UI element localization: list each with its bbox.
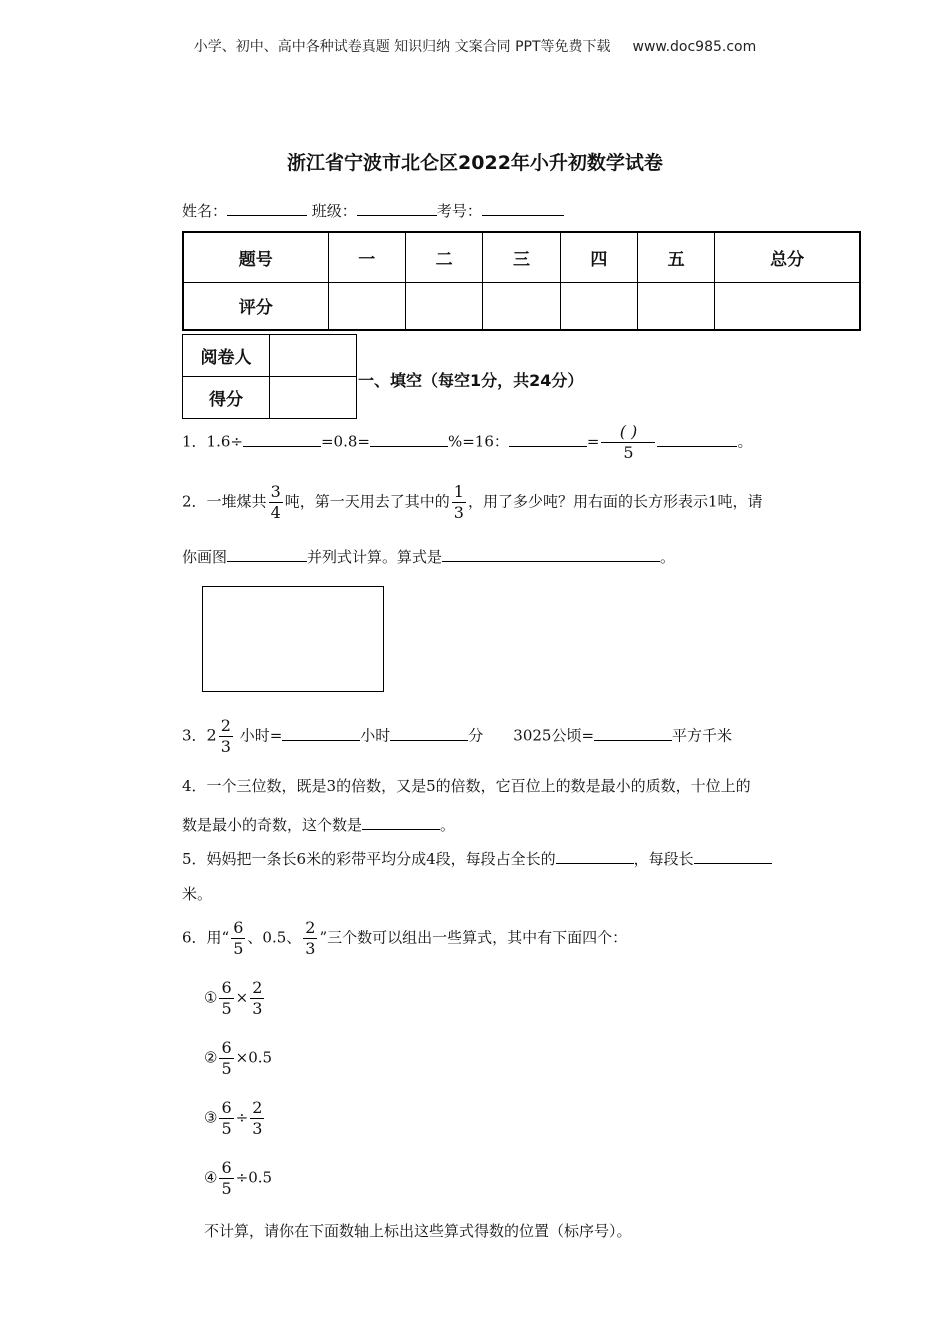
q3-text: 分 (468, 726, 484, 745)
operator: × (235, 988, 249, 1007)
score-table-cell: 四 (560, 232, 637, 282)
expr-fraction (219, 980, 233, 1017)
q3-text: 小时= (234, 726, 283, 745)
student-info-line (182, 200, 564, 221)
q1-text: 1.6÷ (206, 432, 243, 451)
expression-item-4 (204, 1160, 272, 1197)
fraction-numerator: 6 (233, 918, 244, 937)
q3-blank[interactable] (594, 725, 672, 741)
q1-number: 1． (182, 432, 207, 451)
name-label: 姓名： (182, 202, 228, 220)
fraction-numerator: 6 (221, 1158, 232, 1177)
expr-fraction (219, 1040, 233, 1077)
fraction-denominator: 5 (623, 443, 634, 462)
score-table-cell: 二 (405, 232, 482, 282)
q1-blank[interactable] (657, 431, 737, 447)
q2-text: 并列式计算。算式是 (307, 548, 443, 566)
fraction-numerator: 1 (453, 482, 464, 501)
fraction-denominator: 3 (252, 999, 263, 1018)
question-3 (182, 718, 732, 755)
q1-blank[interactable] (243, 431, 321, 447)
name-field[interactable] (227, 200, 307, 216)
q6-number: 6． (182, 928, 207, 947)
expr-fraction (219, 1100, 233, 1137)
q5-blank[interactable] (694, 848, 772, 864)
question-5 (182, 848, 772, 870)
operator: ÷ (235, 1108, 249, 1127)
q1-blank[interactable] (509, 431, 587, 447)
drawing-rectangle[interactable] (202, 586, 384, 692)
score-entry-cell[interactable] (405, 282, 482, 330)
score-table-cell: 总分 (715, 232, 860, 282)
q1-text: = (586, 432, 600, 451)
q3-text: 3025公顷= (513, 726, 595, 745)
page-title: 浙江省宁波市北仑区2022年小升初数学试卷 (287, 152, 663, 174)
q1-text: 。 (737, 432, 753, 451)
q6-footer: 不计算，请你在下面数轴上标出这些算式得数的位置（标序号）。 (204, 1222, 632, 1240)
q6-text: ”三个数可以组出一些算式，其中有下面四个： (319, 928, 628, 947)
item-marker: ① (204, 988, 218, 1007)
header-text: 小学、初中、高中各种试卷真题 知识归纳 文案合同 PPT等免费下载 (193, 39, 611, 55)
score-entry-cell[interactable] (483, 282, 560, 330)
q2-text: ，用了多少吨？用右面的长方形表示1吨，请 (467, 492, 763, 511)
q5-text: ，每段长 (633, 850, 694, 868)
fraction-numerator: 6 (221, 1098, 232, 1117)
page-header (0, 36, 950, 56)
question-2-line2 (182, 546, 675, 568)
score-entry[interactable] (270, 377, 357, 419)
fraction-denominator: 3 (453, 503, 464, 522)
fraction-denominator: 3 (220, 737, 231, 756)
score-table-cell: 评分 (183, 282, 328, 330)
question-4-line2 (182, 814, 455, 836)
grader-box (182, 334, 357, 419)
fraction-denominator: 5 (221, 1059, 232, 1078)
score-entry-cell[interactable] (328, 282, 405, 330)
q2-fraction (452, 484, 466, 521)
q6-text: 用“ (206, 928, 230, 947)
expression-item-1 (204, 980, 266, 1017)
fraction-denominator: 3 (252, 1119, 263, 1138)
fraction-denominator: 3 (305, 939, 316, 958)
fraction-numerator: 2 (252, 978, 263, 997)
score-label: 得分 (183, 377, 270, 419)
exam-no-field[interactable] (482, 200, 564, 216)
q3-text: 平方千米 (672, 726, 733, 745)
operator: ÷0.5 (235, 1168, 273, 1187)
section-title: 一、填空（每空1分，共24分） (358, 371, 584, 390)
expr-fraction (219, 1160, 233, 1197)
q2-text: 你画图 (182, 548, 228, 566)
q2-text: 吨，第一天用去了其中的 (284, 492, 450, 511)
operator: ×0.5 (235, 1048, 273, 1067)
header-site[interactable]: www.doc985.com (632, 39, 757, 55)
mixed-number-whole: 2 (206, 725, 217, 745)
q2-text: 。 (660, 548, 676, 566)
fraction-numerator: 3 (270, 482, 281, 501)
fraction-denominator: 5 (221, 999, 232, 1018)
q1-blank[interactable] (370, 431, 448, 447)
class-field[interactable] (357, 200, 437, 216)
expr-fraction (250, 980, 264, 1017)
fraction-denominator: 5 (221, 1179, 232, 1198)
fraction-numerator: 6 (221, 1038, 232, 1057)
fraction-numerator: 2 (220, 716, 231, 735)
question-2 (182, 484, 763, 521)
reader-entry[interactable] (270, 335, 357, 377)
question-6 (182, 920, 627, 957)
score-table-cell: 题号 (183, 232, 328, 282)
score-table-cell: 三 (483, 232, 560, 282)
item-marker: ② (204, 1048, 218, 1067)
score-entry-cell[interactable] (638, 282, 715, 330)
q4-text: 。 (440, 816, 456, 834)
fraction-denominator: 5 (221, 1119, 232, 1138)
score-table (182, 231, 861, 331)
score-table-cell: 一 (328, 232, 405, 282)
q4-blank[interactable] (362, 814, 440, 830)
q6-fraction (303, 920, 317, 957)
reader-label: 阅卷人 (183, 335, 270, 377)
q3-blank[interactable] (282, 725, 360, 741)
q3-fraction (219, 718, 233, 755)
q1-text: %=16： (447, 432, 509, 451)
item-marker: ③ (204, 1108, 218, 1127)
q2-number: 2． (182, 492, 207, 511)
q3-blank[interactable] (390, 725, 468, 741)
score-table-cell: 五 (638, 232, 715, 282)
q3-number: 3． (182, 726, 207, 745)
q2-fraction (269, 484, 283, 521)
q2-formula-blank[interactable] (442, 546, 660, 562)
score-table-score-row (183, 282, 860, 330)
q2-text: 一堆煤共 (206, 492, 267, 511)
fraction-denominator: 5 (233, 939, 244, 958)
exam-no-label: 考号： (436, 202, 482, 220)
expression-item-3 (204, 1100, 266, 1137)
question-5-line2: 米。 (182, 885, 213, 903)
q6-text: 、0.5、 (247, 928, 302, 947)
score-entry-cell[interactable] (560, 282, 637, 330)
q4-text: 数是最小的奇数，这个数是 (182, 816, 363, 834)
q6-fraction (231, 920, 245, 957)
question-4: 4．一个三位数，既是3的倍数，又是5的倍数，它百位上的数是最小的质数，十位上的 (182, 777, 751, 795)
fraction-numerator: ( ) (601, 424, 655, 443)
expr-fraction (250, 1100, 264, 1137)
question-1 (182, 424, 753, 461)
q5-text: 5．妈妈把一条长6米的彩带平均分成4段，每段占全长的 (182, 850, 556, 868)
q1-text: =0.8= (320, 432, 370, 451)
expression-item-2 (204, 1040, 272, 1077)
fraction-numerator: 2 (305, 918, 316, 937)
score-table-header-row (183, 232, 860, 282)
fraction-numerator: 6 (221, 978, 232, 997)
class-label: 班级： (311, 202, 357, 220)
item-marker: ④ (204, 1168, 218, 1187)
q5-blank[interactable] (556, 848, 634, 864)
fraction-numerator: 2 (252, 1098, 263, 1117)
q1-fraction (601, 424, 655, 461)
score-entry-cell[interactable] (715, 282, 860, 330)
q3-text: 小时 (360, 726, 391, 745)
fraction-denominator: 4 (270, 503, 281, 522)
q2-blank[interactable] (227, 546, 307, 562)
